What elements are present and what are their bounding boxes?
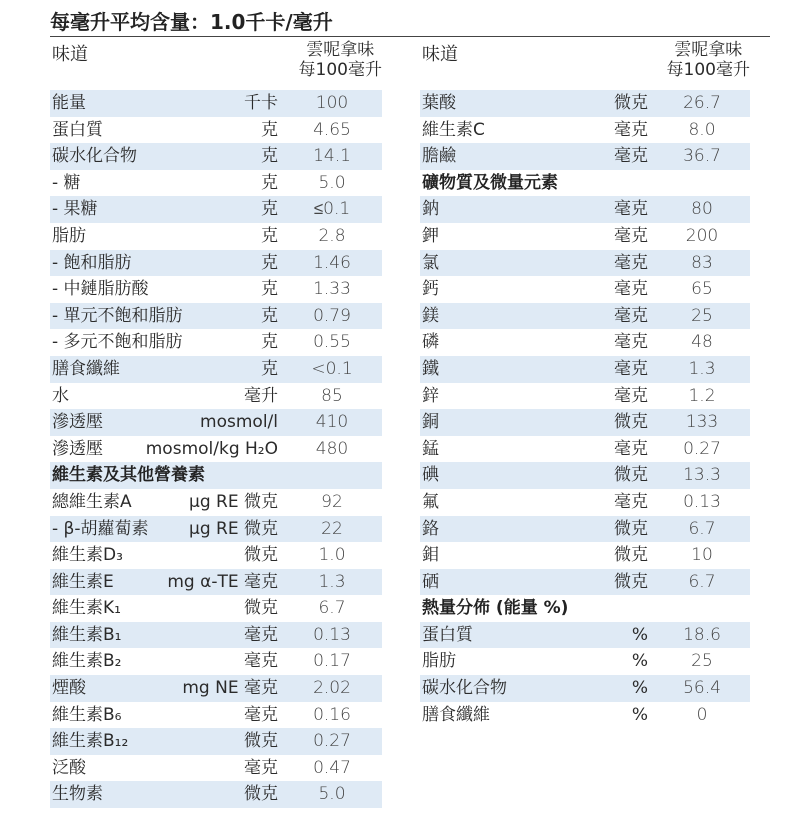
table-row [50, 728, 382, 755]
section-heading: 維生素及其他營養素 [52, 465, 205, 486]
nutrient-name: 脂肪 [52, 225, 86, 246]
nutrient-name: 維生素E [52, 571, 114, 592]
nutrient-unit: 微克 [614, 412, 648, 433]
nutrient-unit: 毫克 [614, 438, 648, 459]
nutrient-name: - 飽和脂肪 [52, 252, 132, 273]
nutrient-unit: 克 [261, 146, 278, 167]
nutrient-unit: 毫克 [614, 146, 648, 167]
nutrient-unit: % [631, 624, 648, 645]
table-row [50, 303, 382, 330]
table-row [420, 303, 750, 330]
nutrient-name: 膳食纖維 [52, 358, 120, 379]
nutrient-unit: 微克 [244, 731, 278, 752]
nutrient-name: 碘 [422, 465, 439, 486]
nutrient-name: 鈉 [422, 199, 439, 220]
nutrient-name: 蛋白質 [422, 624, 473, 645]
table-row [420, 489, 750, 516]
nutrient-name: 泛酸 [52, 757, 86, 778]
nutrient-name: 磷 [422, 332, 439, 353]
nutrient-name: 維生素K₁ [52, 598, 121, 619]
nutrient-value: 0.13 [313, 624, 351, 645]
table-row [420, 675, 750, 702]
nutrient-value: 1.2 [688, 385, 716, 406]
section-heading: 礦物質及微量元素 [422, 172, 558, 193]
nutrient-name: - β-胡蘿蔔素 [52, 518, 149, 539]
table-row [50, 276, 382, 303]
nutrient-unit: 毫克 [614, 252, 648, 273]
nutrient-name: 維生素D₃ [52, 545, 123, 566]
nutrient-value: ≤0.1 [313, 199, 351, 220]
header-product-flavor: 雲呢拿味 [674, 40, 743, 60]
nutrient-value: 48 [691, 332, 713, 353]
table-row [50, 170, 382, 197]
nutrient-unit: 毫克 [614, 305, 648, 326]
table-row [50, 755, 382, 782]
nutrient-value: 0.79 [313, 305, 351, 326]
table-row [420, 516, 750, 543]
table-row [50, 569, 382, 596]
nutrient-name: 能量 [52, 93, 86, 113]
nutrient-name: - 多元不飽和脂肪 [52, 332, 183, 353]
table-row [50, 595, 382, 622]
nutrient-value: 65 [691, 279, 713, 300]
section-heading-row [50, 462, 382, 489]
nutrient-unit: mg α-TE 毫克 [167, 571, 278, 592]
header-flavor-label: 味道 [422, 44, 458, 65]
nutrient-unit: 微克 [614, 545, 648, 566]
nutrient-unit: µg RE 微克 [189, 518, 278, 539]
nutrient-name: 氟 [422, 491, 439, 512]
nutrient-unit: 毫克 [614, 119, 648, 140]
nutrient-name: 維生素B₂ [52, 651, 122, 672]
nutrient-name: 鉀 [422, 225, 439, 246]
table-row [420, 143, 750, 170]
nutrient-value: 0.55 [313, 332, 351, 353]
nutrient-unit: 微克 [244, 784, 278, 805]
nutrient-value: 1.3 [318, 571, 346, 592]
table-body [420, 90, 750, 728]
nutrient-unit: 微克 [614, 465, 648, 486]
nutrient-value: 0 [696, 704, 708, 725]
nutrient-unit: 毫克 [244, 624, 278, 645]
nutrient-unit: 克 [261, 225, 278, 246]
table-row [50, 90, 382, 117]
table-row [420, 622, 750, 649]
nutrient-name: 膽鹼 [422, 146, 456, 167]
table-header [420, 38, 750, 90]
nutrient-unit: 毫克 [614, 332, 648, 353]
table-row [50, 356, 382, 383]
nutrient-name: 維生素B₆ [52, 704, 122, 725]
nutrient-value: 4.65 [313, 119, 351, 140]
nutrient-unit: 毫克 [244, 651, 278, 672]
table-row [420, 196, 750, 223]
nutrient-unit: 毫克 [614, 199, 648, 220]
nutrient-value: 133 [685, 412, 719, 433]
table-row [420, 383, 750, 410]
nutrient-value: 22 [321, 518, 343, 539]
nutrient-value: 14.1 [313, 146, 351, 167]
header-product [299, 40, 382, 80]
nutrient-unit: mosmol/kg H₂O [145, 438, 278, 459]
nutrient-value: 0.17 [313, 651, 351, 672]
nutrient-unit: 毫克 [614, 385, 648, 406]
nutrient-value: 6.7 [688, 571, 716, 592]
nutrient-value: 1.33 [313, 279, 351, 300]
header-product-per-100ml: 每100毫升 [298, 60, 382, 80]
table-row [420, 329, 750, 356]
nutrient-value: 85 [321, 385, 343, 406]
nutrient-value: 480 [315, 438, 349, 459]
nutrient-value: 200 [685, 225, 719, 246]
nutrient-unit: 微克 [614, 93, 648, 113]
nutrition-table-right [420, 38, 750, 728]
nutrient-name: 水 [52, 385, 69, 406]
nutrient-unit: 毫克 [244, 704, 278, 725]
nutrient-value: 5.0 [318, 172, 346, 193]
table-row [50, 329, 382, 356]
nutrient-name: 葉酸 [422, 93, 456, 113]
nutrient-value: 0.13 [683, 491, 721, 512]
nutrient-unit: 千卡 [244, 93, 278, 113]
nutrient-name: 鎂 [422, 305, 439, 326]
table-row [420, 569, 750, 596]
table-row [420, 90, 750, 117]
table-row [420, 250, 750, 277]
nutrient-name: 鉻 [422, 518, 439, 539]
header-product-flavor: 雲呢拿味 [306, 40, 375, 60]
nutrient-value: 83 [691, 252, 713, 273]
section-heading: 熱量分佈 (能量 %) [422, 598, 569, 619]
table-row [50, 250, 382, 277]
nutrient-unit: % [631, 678, 648, 699]
nutrient-unit: 微克 [244, 598, 278, 619]
nutrient-value: 25 [691, 305, 713, 326]
nutrient-name: 維生素B₁ [52, 624, 122, 645]
nutrient-unit: 克 [261, 358, 278, 379]
table-header [50, 38, 382, 90]
nutrient-name: 膳食纖維 [422, 704, 490, 725]
nutrient-name: 脂肪 [422, 651, 456, 672]
nutrient-name: 總維生素A [52, 491, 132, 512]
header-product [667, 40, 750, 80]
nutrient-value: 36.7 [683, 146, 721, 167]
nutrient-value: 26.7 [683, 93, 721, 113]
table-row [50, 542, 382, 569]
nutrient-name: 硒 [422, 571, 439, 592]
nutrient-value: 100 [315, 93, 349, 113]
nutrient-name: 鉬 [422, 545, 439, 566]
nutrient-value: 6.7 [688, 518, 716, 539]
table-row [420, 436, 750, 463]
nutrient-name: 錳 [422, 438, 439, 459]
table-row [420, 409, 750, 436]
nutrient-unit: % [631, 704, 648, 725]
page-title: 每毫升平均含量：1.0千卡/毫升 [50, 10, 333, 34]
table-body [50, 90, 382, 808]
nutrient-name: 氯 [422, 252, 439, 273]
nutrient-value: 0.16 [313, 704, 351, 725]
table-row [50, 675, 382, 702]
nutrient-name: 鋅 [422, 385, 439, 406]
nutrition-table-left [50, 38, 382, 808]
table-row [50, 383, 382, 410]
nutrient-value: <0.1 [311, 358, 353, 379]
nutrient-value: 2.8 [318, 225, 346, 246]
nutrient-value: 8.0 [688, 119, 716, 140]
nutrient-value: 410 [315, 412, 349, 433]
section-heading-row [420, 595, 750, 622]
nutrient-name: 滲透壓 [52, 412, 103, 433]
nutrient-name: 滲透壓 [52, 438, 103, 459]
nutrient-name: 碳水化合物 [422, 678, 507, 699]
nutrient-value: 92 [321, 491, 343, 512]
nutrient-value: 0.27 [683, 438, 721, 459]
nutrient-name: 銅 [422, 412, 439, 433]
table-row [50, 436, 382, 463]
table-row [50, 223, 382, 250]
nutrient-unit: 毫克 [614, 491, 648, 512]
nutrient-value: 1.0 [318, 545, 346, 566]
table-row [420, 276, 750, 303]
nutrient-unit: 克 [261, 172, 278, 193]
nutrient-unit: 毫克 [614, 358, 648, 379]
table-row [50, 409, 382, 436]
table-row [50, 648, 382, 675]
nutrient-value: 1.3 [688, 358, 716, 379]
nutrient-name: 碳水化合物 [52, 146, 137, 167]
header-product-per-100ml: 每100毫升 [666, 60, 750, 80]
nutrient-name: 生物素 [52, 784, 103, 805]
nutrient-value: 80 [691, 199, 713, 220]
nutrient-unit: mosmol/l [200, 412, 278, 433]
nutrient-unit: 毫升 [244, 385, 278, 406]
table-row [50, 702, 382, 729]
nutrient-name: 鐵 [422, 358, 439, 379]
table-row [420, 702, 750, 729]
nutrient-name: 煙酸 [52, 678, 86, 699]
nutrient-unit: 毫克 [244, 757, 278, 778]
section-heading-row [420, 170, 750, 197]
nutrient-unit: 克 [261, 199, 278, 220]
table-row [420, 356, 750, 383]
nutrient-unit: 克 [261, 119, 278, 140]
nutrient-unit: 微克 [244, 545, 278, 566]
nutrient-name: 鈣 [422, 279, 439, 300]
table-row [420, 542, 750, 569]
nutrient-unit: 毫克 [614, 225, 648, 246]
nutrient-name: - 果糖 [52, 199, 98, 220]
table-row [50, 143, 382, 170]
nutrient-unit: mg NE 毫克 [182, 678, 278, 699]
nutrient-value: 56.4 [683, 678, 721, 699]
table-row [50, 781, 382, 808]
nutrient-value: 5.0 [318, 784, 346, 805]
nutrient-value: 0.27 [313, 731, 351, 752]
nutrient-name: 維生素B₁₂ [52, 731, 129, 752]
nutrient-name: - 單元不飽和脂肪 [52, 305, 183, 326]
nutrient-value: 6.7 [318, 598, 346, 619]
table-row [420, 223, 750, 250]
nutrient-unit: 克 [261, 279, 278, 300]
nutrient-unit: 微克 [614, 518, 648, 539]
nutrient-name: - 糖 [52, 172, 81, 193]
table-row [50, 196, 382, 223]
header-flavor-label: 味道 [52, 44, 88, 65]
table-row [420, 117, 750, 144]
nutrient-unit: 微克 [614, 571, 648, 592]
nutrient-unit: 毫克 [614, 279, 648, 300]
nutrient-unit: 克 [261, 332, 278, 353]
table-row [50, 622, 382, 649]
nutrient-value: 10 [691, 545, 713, 566]
title-divider [50, 36, 770, 37]
table-row [420, 462, 750, 489]
nutrient-unit: % [631, 651, 648, 672]
table-row [50, 489, 382, 516]
nutrient-value: 1.46 [313, 252, 351, 273]
nutrient-value: 18.6 [683, 624, 721, 645]
nutrient-unit: 克 [261, 305, 278, 326]
nutrient-name: 維生素C [422, 119, 485, 140]
table-row [50, 516, 382, 543]
nutrient-name: - 中鏈脂肪酸 [52, 279, 149, 300]
nutrient-value: 25 [691, 651, 713, 672]
nutrient-value: 0.47 [313, 757, 351, 778]
table-row [420, 648, 750, 675]
nutrient-value: 2.02 [313, 678, 351, 699]
nutrient-name: 蛋白質 [52, 119, 103, 140]
nutrient-value: 13.3 [683, 465, 721, 486]
nutrient-unit: µg RE 微克 [189, 491, 278, 512]
table-row [50, 117, 382, 144]
nutrient-unit: 克 [261, 252, 278, 273]
